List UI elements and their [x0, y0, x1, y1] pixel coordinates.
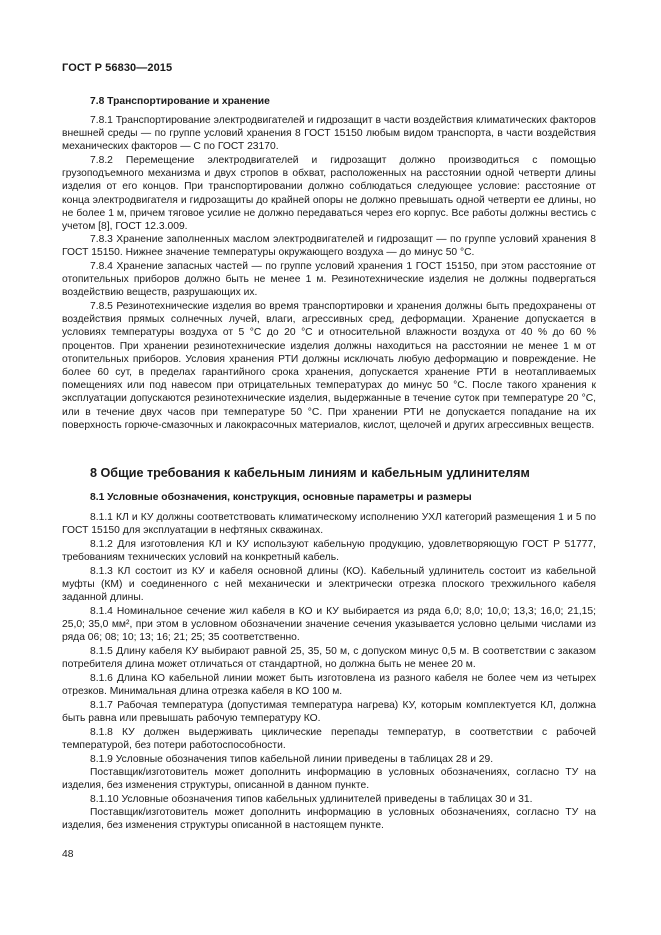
- paragraph-7-8-5: 7.8.5 Резинотехнические изделия во время транспортировки и хранения должны быть предохранены от воздействия прямых солнечных лучей, влаги, агрессивных сред, деформации. Хранение допускается в условиях температуры воздуха от 5 °С до 20 °С и относительной влажности воздуха от 40 % до 60 % процентов. При хранении резинотехнические изделия должны находиться на расстоянии не менее 1 м от отопительных приборов. Условия хранения РТИ должны исключать любую деформацию и повреждение. Не более 60 сут, в пределах гарантийного срока хранения, допускается хранение РТИ в неотапливаемых помещениях или под навесом при отрицательных температурах до минус 50 °С. После такого хранения к эксплуатации допускаются резинотехнические изделия, выдержанные в течение суток при температуре 20 °С, или в течение двух часов при температуре 50 °С. При хранении РТИ не допускается попадание на их поверхность горюче-смазочных и лакокрасочных материалов, кислот, щелочей и других агрессивных веществ.: [62, 301, 596, 431]
- paragraph-8-1-5: 8.1.5 Длину кабеля КУ выбирают равной 25, 35, 50 м, с допуском минус 0,5 м. В соответствии с заказом потребителя длина может отличаться от стандартной, но должна быть не менее 20 м.: [62, 646, 596, 671]
- paragraph-8-1-7: 8.1.7 Рабочая температура (допустимая температура нагрева) КУ, которым комплектуется КЛ, должна быть равна или превышать рабочую температуру КО.: [62, 700, 596, 725]
- document-code: ГОСТ Р 56830—2015: [62, 62, 173, 74]
- paragraph-8-1-9-note: Поставщик/изготовитель может дополнить информацию в условных обозначениях, согласно ТУ на изделия, без изменения структуры, описанной в данном пункте.: [62, 767, 596, 792]
- paragraph-8-1-10-note: Поставщик/изготовитель может дополнить информацию в условных обозначениях, согласно ТУ на изделия, без изменения структуры описанной в настоящем пункте.: [62, 807, 596, 832]
- paragraph-8-1-9: 8.1.9 Условные обозначения типов кабельной линии приведены в таблицах 28 и 29.: [90, 754, 494, 765]
- page-number: 48: [62, 849, 74, 860]
- paragraph-8-1-1: 8.1.1 КЛ и КУ должны соответствовать климатическому исполнению УХЛ категорий размещения 1 и 5 по ГОСТ 15150 для эксплуатации в нефтяных скважинах.: [62, 512, 596, 537]
- paragraph-7-8-1: 7.8.1 Транспортирование электродвигателей и гидрозащит в части воздействия климатических факторов внешней среды — по группе условий хранения 8 ГОСТ 15150 любым видом транспорта, в части воздействия механических факторов — С по ГОСТ 23170.: [62, 115, 596, 153]
- paragraph-8-1-6: 8.1.6 Длина КО кабельной линии может быть изготовлена из разного кабеля не более чем из четырех отрезков. Минимальная длина отрезка кабеля в КО 100 м.: [62, 673, 596, 698]
- section-heading-8: 8 Общие требования к кабельным линиям и кабельным удлинителям: [90, 466, 530, 480]
- paragraph-7-8-4: 7.8.4 Хранение запасных частей — по группе условий хранения 1 ГОСТ 15150, при этом расстояние от отопительных приборов должно быть не менее 1 м. Резинотехнические изделия не должны подвергаться воздействию веществ, разрушающих их.: [62, 261, 596, 299]
- paragraph-7-8-2: 7.8.2 Перемещение электродвигателей и гидрозащит должно производиться с помощью грузоподъемного механизма и двух стропов в обхват, расположенных на расстоянии одной четверти длины изделия от его концов. При транспортировании должно соблюдаться следующее условие: расстояние от конца электродвигателя и гидрозащиты до крайней опоры не должно превышать одной четверти ее длины, но не более 1 м, причем тяговое усилие не должно передаваться через его корпус. Все работы должны вестись с учетом [8], ГОСТ 12.3.009.: [62, 155, 596, 233]
- paragraph-8-1-8: 8.1.8 КУ должен выдерживать циклические перепады температур, в соответствии с рабочей температурой, без потери работоспособности.: [62, 727, 596, 752]
- paragraph-8-1-4: 8.1.4 Номинальное сечение жил кабеля в КО и КУ выбирается из ряда 6,0; 8,0; 10,0; 13,3; 16,0; 21,15; 25,0; 35,0 мм², при этом в условном обозначении значение сечения указывается условно целыми числами из ряда 06; 08; 10; 13; 16; 21; 25; 35 соответственно.: [62, 606, 596, 644]
- paragraph-8-1-2: 8.1.2 Для изготовления КЛ и КУ используют кабельную продукцию, удовлетворяющую ГОСТ Р 51777, требованиям технических условий на конкретный кабель.: [62, 539, 596, 564]
- paragraph-8-1-10: 8.1.10 Условные обозначения типов кабельных удлинителей приведены в таблицах 30 и 31.: [90, 794, 533, 805]
- paragraph-8-1-3: 8.1.3 КЛ состоит из КУ и кабеля основной длины (КО). Кабельный удлинитель состоит из кабельной муфты (КМ) и соединенного с ней механически и электрически отрезка плоского трехжильного кабеля заданной длины.: [62, 566, 596, 604]
- section-heading-7-8: 7.8 Транспортирование и хранение: [90, 96, 270, 107]
- paragraph-7-8-3: 7.8.3 Хранение заполненных маслом электродвигателей и гидрозащит — по группе условий хранения 8 ГОСТ 15150. Нижнее значение температуры окружающего воздуха — до минус 50 °С.: [62, 234, 596, 259]
- section-heading-8-1: 8.1 Условные обозначения, конструкция, основные параметры и размеры: [90, 492, 472, 503]
